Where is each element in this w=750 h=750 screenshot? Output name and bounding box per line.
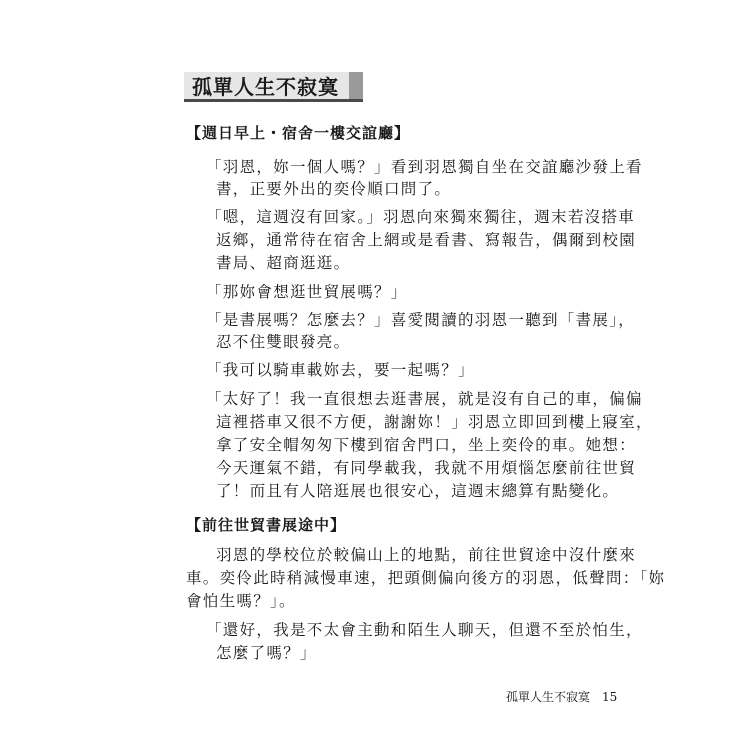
paragraph-line: 書，正要外出的奕伶順口問了。 bbox=[216, 180, 452, 198]
paragraph-line: 怎麼了嗎？」 bbox=[216, 644, 317, 662]
running-title: 孤單人生不寂寞 bbox=[506, 690, 591, 704]
paragraph-line: 返鄉，通常待在宿舍上網或是看書、寫報告，偶爾到校園 bbox=[216, 231, 637, 249]
paragraph-line: 「嗯，這週沒有回家。」羽恩向來獨來獨往，週末若沒搭車 bbox=[206, 208, 636, 226]
paragraph-line: 「我可以騎車載妳去，要一起嗎？」 bbox=[206, 361, 475, 379]
title-decoration bbox=[349, 72, 363, 102]
paragraph-line: 「太好了！我一直很想去逛書展，就是沒有自己的車，偏偏 bbox=[206, 390, 643, 408]
paragraph-line: 拿了安全帽匆匆下樓到宿舍門口，坐上奕伶的車。她想： bbox=[216, 436, 637, 454]
paragraph-line: 了！而且有人陪逛展也很安心，這週末總算有點變化。 bbox=[216, 482, 620, 500]
chapter-title-banner bbox=[184, 72, 363, 102]
paragraph-line: 「是書展嗎？怎麼去？」喜愛閱讀的羽恩一聽到「書展」， bbox=[206, 311, 636, 329]
section-heading-2: 【前往世貿書展途中】 bbox=[186, 516, 347, 534]
paragraph-line: 忍不住雙眼發亮。 bbox=[216, 333, 351, 351]
paragraph-line: 「那妳會想逛世貿展嗎？」 bbox=[206, 283, 408, 301]
paragraph-line: 「羽恩，妳一個人嗎？」看到羽恩獨自坐在交誼廳沙發上看 bbox=[206, 158, 643, 176]
page-footer bbox=[506, 688, 617, 705]
paragraph-line: 這裡搭車又很不方便，謝謝妳！」羽恩立即回到樓上寢室， bbox=[216, 413, 653, 431]
chapter-title: 孤單人生不寂寞 bbox=[184, 72, 349, 102]
page-number: 15 bbox=[602, 690, 618, 704]
paragraph-line: 今天運氣不錯，有同學載我，我就不用煩惱怎麼前往世貿 bbox=[216, 459, 637, 477]
section-heading-1: 【週日早上・宿舍一樓交誼廳】 bbox=[186, 124, 411, 142]
paragraph-line: 羽恩的學校位於較偏山上的地點，前往世貿途中沒什麼來 bbox=[216, 546, 637, 564]
paragraph-line: 書局、超商逛逛。 bbox=[216, 254, 351, 272]
paragraph-line: 「還好，我是不太會主動和陌生人聊天，但還不至於怕生， bbox=[206, 621, 643, 639]
paragraph-line: 車。奕伶此時稍減慢車速，把頭側偏向後方的羽恩，低聲問：「妳 bbox=[186, 569, 666, 587]
paragraph-line: 會怕生嗎？」。 bbox=[186, 592, 296, 610]
